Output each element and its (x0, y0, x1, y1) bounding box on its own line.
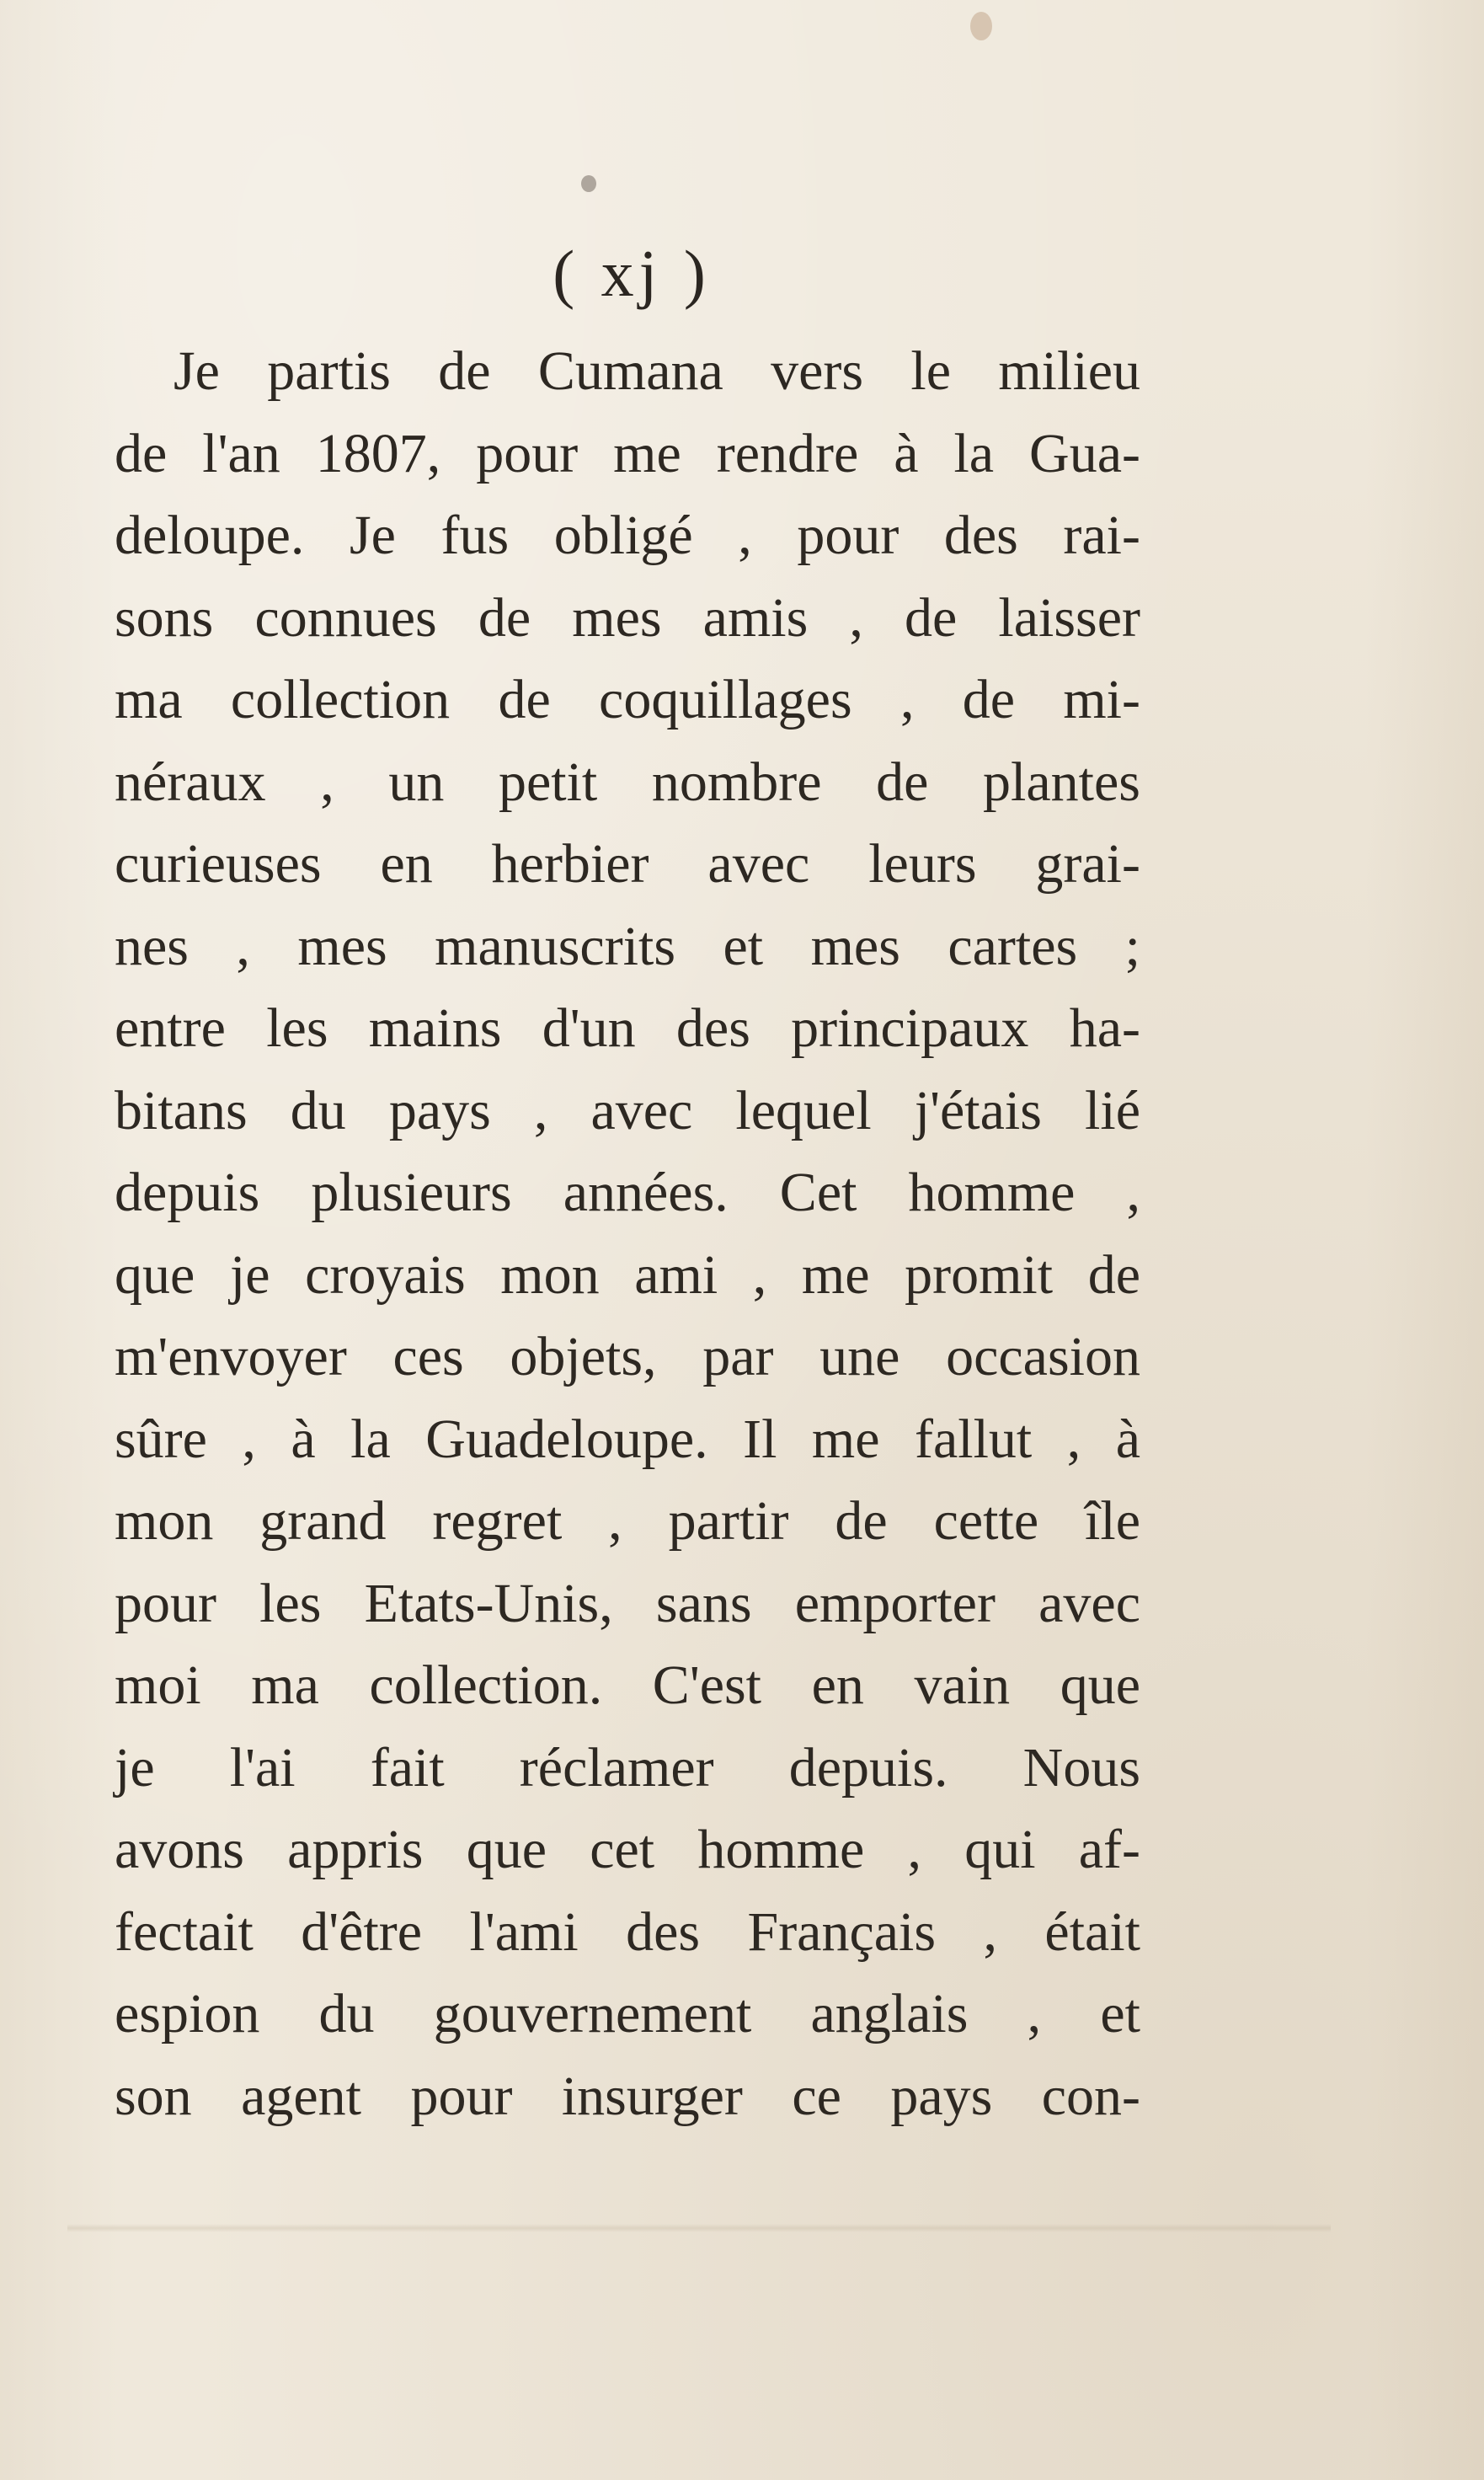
text-line: de l'an 1807, pour me rendre à la Gua- (115, 422, 1140, 484)
text-line: curieuses en herbier avec leurs grai- (115, 833, 1140, 895)
text-line: sûre , à la Guadeloupe. Il me fallut , à (115, 1408, 1140, 1470)
text-line: m'envoyer ces objets, par une occasion (115, 1326, 1140, 1387)
text-line: néraux , un petit nombre de plantes (115, 751, 1140, 813)
text-line: pour les Etats-Unis, sans emporter avec (115, 1572, 1140, 1634)
text-line: sons connues de mes amis , de laisser (115, 586, 1140, 649)
text-line: nes , mes manuscrits et mes cartes ; (115, 915, 1140, 977)
text-line: son agent pour insurger ce pays con- (115, 2065, 1140, 2127)
page-number: ( xj ) (552, 237, 711, 310)
text-line: deloupe. Je fus obligé , pour des rai- (115, 505, 1140, 566)
paper-fold-shadow (67, 2224, 1331, 2232)
text-line: ma collection de coquillages , de mi- (115, 669, 1140, 730)
paper-stain (970, 12, 992, 40)
text-line: fectait d'être l'ami des Français , était (115, 1900, 1140, 1963)
text-line: moi ma collection. C'est en vain que (115, 1654, 1140, 1716)
text-line: depuis plusieurs années. Cet homme , (115, 1162, 1140, 1223)
text-line: espion du gouvernement anglais , et (115, 1983, 1140, 2044)
text-line: Je partis de Cumana vers le milieu (173, 340, 1140, 402)
text-line: avons appris que cet homme , qui af- (115, 1819, 1140, 1880)
text-line: bitans du pays , avec lequel j'étais lié (115, 1079, 1140, 1141)
text-line: entre les mains d'un des principaux ha- (115, 997, 1140, 1059)
ink-dot (581, 175, 596, 192)
text-line: que je croyais mon ami , me promit de (115, 1243, 1140, 1306)
text-line: mon grand regret , partir de cette île (115, 1490, 1140, 1552)
text-line: je l'ai fait réclamer depuis. Nous (115, 1736, 1140, 1799)
body-text (115, 330, 1140, 2137)
